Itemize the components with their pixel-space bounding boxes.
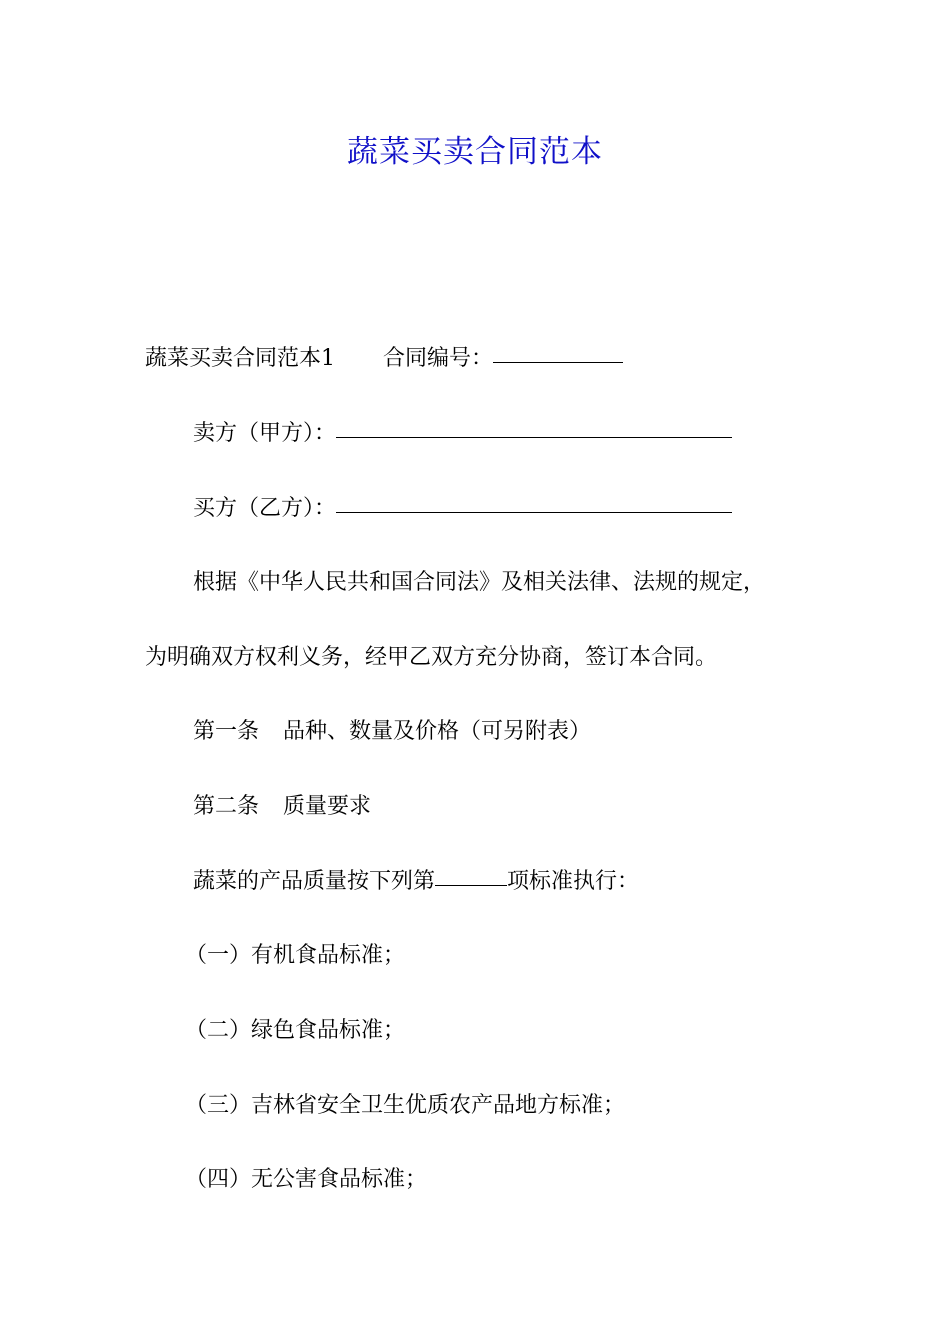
article-2-text: 质量要求 [283, 794, 372, 819]
article-2-number: 第二条 [193, 794, 260, 819]
article-1-text: 品种、数量及价格（可另附表） [283, 719, 592, 744]
contract-no-label: 合同编号： [383, 346, 494, 371]
header-line [145, 342, 835, 376]
preamble-line-1: 根据《中华人民共和国合同法》及相关法律、法规的规定， [193, 570, 766, 595]
contract-no-blank[interactable] [493, 361, 623, 363]
seller-label: 卖方（甲方）： [193, 421, 337, 446]
seller-blank[interactable] [336, 436, 732, 438]
buyer-label: 买方（乙方）： [193, 496, 337, 521]
standard-item: （二）绿色食品标准； [185, 1018, 406, 1043]
standard-choice-blank[interactable] [435, 884, 507, 886]
seller-line [193, 417, 883, 451]
standard-item: （一）有机食品标准； [185, 943, 406, 968]
sample-label: 蔬菜买卖合同范本1 [145, 346, 335, 371]
standard-item: （三）吉林省安全卫生优质农产品地方标准； [185, 1093, 626, 1118]
preamble-line-2: 为明确双方权利义务，经甲乙双方充分协商，签订本合同。 [145, 645, 718, 670]
document-title: 蔬菜买卖合同范本 [347, 134, 603, 170]
article-2 [193, 790, 883, 824]
quality-intro [193, 865, 883, 899]
quality-intro-before: 蔬菜的产品质量按下列第 [193, 869, 436, 894]
buyer-blank[interactable] [336, 511, 732, 513]
article-1-number: 第一条 [193, 719, 260, 744]
buyer-line [193, 492, 883, 526]
article-1 [193, 715, 883, 749]
quality-intro-after: 项标准执行： [507, 869, 640, 894]
standard-item: （四）无公害食品标准； [185, 1167, 428, 1192]
